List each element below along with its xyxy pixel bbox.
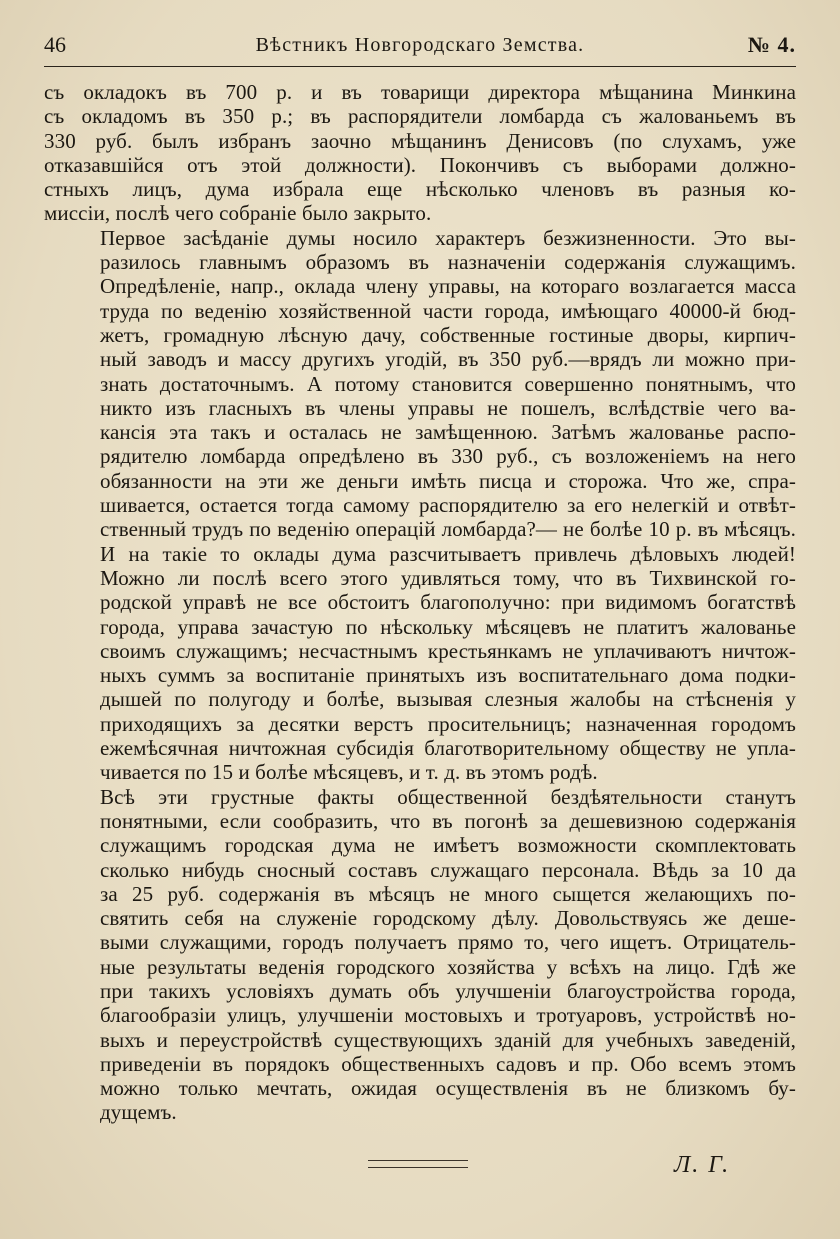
text-line: труда по веденію хозяйственной части города, имѣющаго 40000-й бюд-: [100, 298, 796, 323]
text-line: понятными, если сообразить, что въ погонѣ за дешевизною содержанія: [100, 808, 796, 833]
text-line: Можно ли послѣ всего этого удивляться тому, что въ Тихвинской го-: [100, 565, 796, 590]
text-line: разилось главнымъ образомъ въ назначеніи содержанія служащимъ.: [100, 250, 796, 275]
wavy-separator: [368, 1160, 468, 1168]
text-line: сколько нибудь сносный составъ служащаго персонала. Вѣдь за 10 да: [100, 857, 796, 882]
text-line: приведеніи въ порядокъ общественныхъ садовъ и пр. Обо всемъ этомъ: [100, 1051, 796, 1076]
running-title: Вѣстникъ Новгородскаго Земства.: [255, 34, 585, 56]
text-line: шивается, остается тогда самому распорядителю за его нелегкій и отвѣт-: [100, 493, 796, 518]
text-line: Всѣ эти грустные факты общественной бездѣятельности станутъ: [100, 784, 796, 809]
page-number: 46: [44, 32, 66, 57]
text-line: отказавшійся отъ этой должности). Покончивъ съ выборами должно-: [44, 152, 796, 177]
text-line: съ окладокъ въ 700 р. и въ товарищи директора мѣщанина Минкина: [44, 80, 796, 104]
text-line: обязанности на эти же деньги имѣть писца и сторожа. Что же, спра-: [100, 468, 796, 493]
issue-number: № 4.: [747, 32, 796, 57]
header-rule: [44, 66, 796, 67]
text-line: святить себя на служеніе городскому дѣлу. Довольствуясь же деше-: [100, 906, 796, 931]
text-line: ные результаты веденія городского хозяйства у всѣхъ на лицо. Гдѣ же: [100, 954, 796, 979]
text-line: благообразіи улицъ, улучшеніи мостовыхъ и тротуаровъ, устройствѣ но-: [100, 1003, 796, 1028]
paragraph: [44, 80, 796, 226]
text-line: выми служащими, городъ получаетъ прямо то, чего ищетъ. Отрицатель-: [100, 930, 796, 955]
text-line: города, управа зачастую по нѣскольку мѣсяцевъ не платитъ жалованье: [100, 614, 796, 639]
text-line: за 25 руб. содержанія въ мѣсяцъ не много сыщется желающихъ по-: [100, 881, 796, 906]
running-header: [44, 30, 796, 64]
paragraph: [44, 785, 796, 1125]
text-line: ный заводъ и массу другихъ угодій, въ 350 руб.—врядъ ли можно при-: [100, 347, 796, 372]
text-line: ственный трудъ по веденію операцій ломбарда?— не болѣе 10 р. въ мѣсяцъ.: [100, 517, 796, 542]
text-line: выхъ и переустройствѣ существующихъ зданій для учебныхъ заведеній,: [100, 1027, 796, 1052]
text-line: Опредѣленіе, напр., оклада члену управы, на котораго возлагается масса: [100, 274, 796, 299]
text-line: миссіи, послѣ чего собраніе было закрыто.: [44, 201, 432, 226]
text-line: И на такіе то оклады дума разсчитываетъ привлечь дѣловыхъ людей!: [100, 541, 796, 566]
text-line: приходящихъ за десятки верстъ просительницъ; назначенная городомъ: [100, 711, 796, 736]
paragraph: [44, 226, 796, 785]
text-line: своимъ служащимъ; несчастнымъ крестьянкамъ не уплачиваютъ ничтож-: [100, 638, 796, 663]
text-line: при такихъ условіяхъ думать объ улучшеніи благоустройства города,: [100, 978, 796, 1003]
text-line: дышей по полугоду и болѣе, вызывая слезныя жалобы на стѣсненія у: [100, 687, 796, 712]
text-line: Первое засѣданіе думы носило характеръ безжизненности. Это вы-: [100, 225, 796, 250]
text-line: ныхъ суммъ за воспитаніе принятыхъ изъ воспитательнаго дома подки-: [100, 663, 796, 688]
text-line: жетъ, громадную лѣсную дачу, собственные гостиные дворы, кирпич-: [100, 322, 796, 347]
text-line: служащимъ городская дума не имѣетъ возможности скомплектовать: [100, 833, 796, 858]
text-line: рядителю ломбарда опредѣлено въ 330 руб., съ возложеніемъ на него: [100, 444, 796, 469]
text-line: знать достаточнымъ. А потому становится совершенно понятнымъ, что: [100, 371, 796, 396]
text-line: можно только мечтать, ожидая осуществленія въ не близкомъ бу-: [100, 1076, 796, 1101]
text-line: никто изъ гласныхъ въ члены управы не пошелъ, вслѣдствіе чего ва-: [100, 395, 796, 420]
text-line: 330 руб. былъ избранъ заочно мѣщанинъ Денисовъ (по слухамъ, уже: [44, 128, 796, 153]
text-line: стныхъ лицъ, дума избрала еще нѣсколько членовъ въ разныя ко-: [44, 177, 796, 202]
text-line: кансія эта такъ и осталась не замѣщенною. Затѣмъ жалованье распо-: [100, 420, 796, 445]
text-line: дущемъ.: [100, 1100, 177, 1125]
text-line: чивается по 15 и болѣе мѣсяцевъ, и т. д. въ этомъ родѣ.: [100, 760, 598, 785]
article-body: [44, 80, 796, 1125]
text-line: родской управѣ не все обстоитъ благополучно: при видимомъ богатствѣ: [100, 590, 796, 615]
author-signature: Л. Г.: [674, 1152, 731, 1178]
text-line: съ окладомъ въ 350 р.; въ распорядители ломбарда съ жалованьемъ въ: [44, 104, 796, 129]
text-line: ежемѣсячная ничтожная субсидія благотворительному обществу не упла-: [100, 736, 796, 761]
